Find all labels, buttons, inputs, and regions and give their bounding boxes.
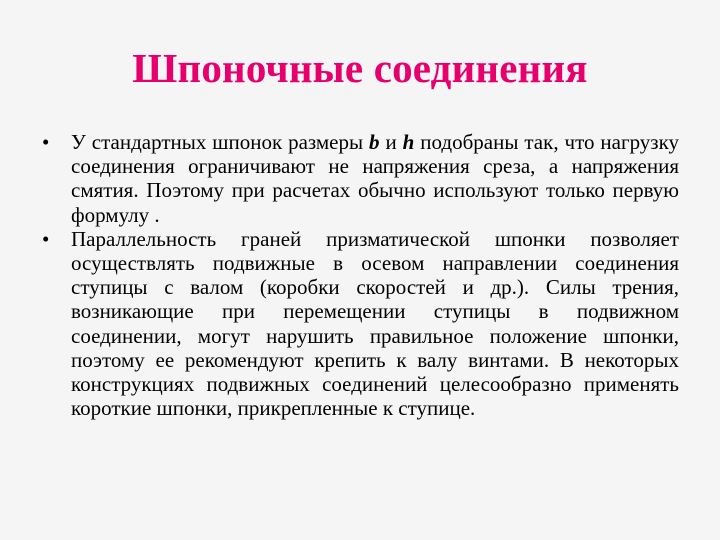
variable-b: b: [369, 130, 380, 154]
bullet-item-1: [36, 130, 679, 227]
slide-title: Шпоночные соединения: [132, 45, 588, 91]
bullet-text-part: подобраны так, что нагрузку соединения ограничивают не напряжения среза, а напряжения смятия. Поэтому при расчетах обычно используют только первую формулу .: [71, 130, 679, 227]
bullet-text-1: [71, 130, 679, 227]
bullet-item-2: [36, 227, 679, 421]
variable-h: h: [402, 130, 415, 154]
bullet-text-part: и: [379, 130, 403, 154]
bullet-text-part: У стандартных шпонок размеры: [71, 130, 370, 154]
bullet-icon: •: [42, 130, 50, 154]
bullet-text-2: Параллельность граней призматической шпонки позволяет осуществлять подвижные в осевом направлении соединения ступицы с валом (коробки скоростей и др.). Силы трения, возникающие при перемещении ступицы в подвижном соединении, могут нарушить правильное положение шпонки, поэтому ее рекомендуют крепить к валу винтами. В некоторых конструкциях подвижных соединений целесообразно применять короткие шпонки, прикрепленные к ступице.: [71, 226, 679, 421]
bullet-list: [36, 130, 679, 420]
bullet-icon: •: [42, 226, 50, 251]
